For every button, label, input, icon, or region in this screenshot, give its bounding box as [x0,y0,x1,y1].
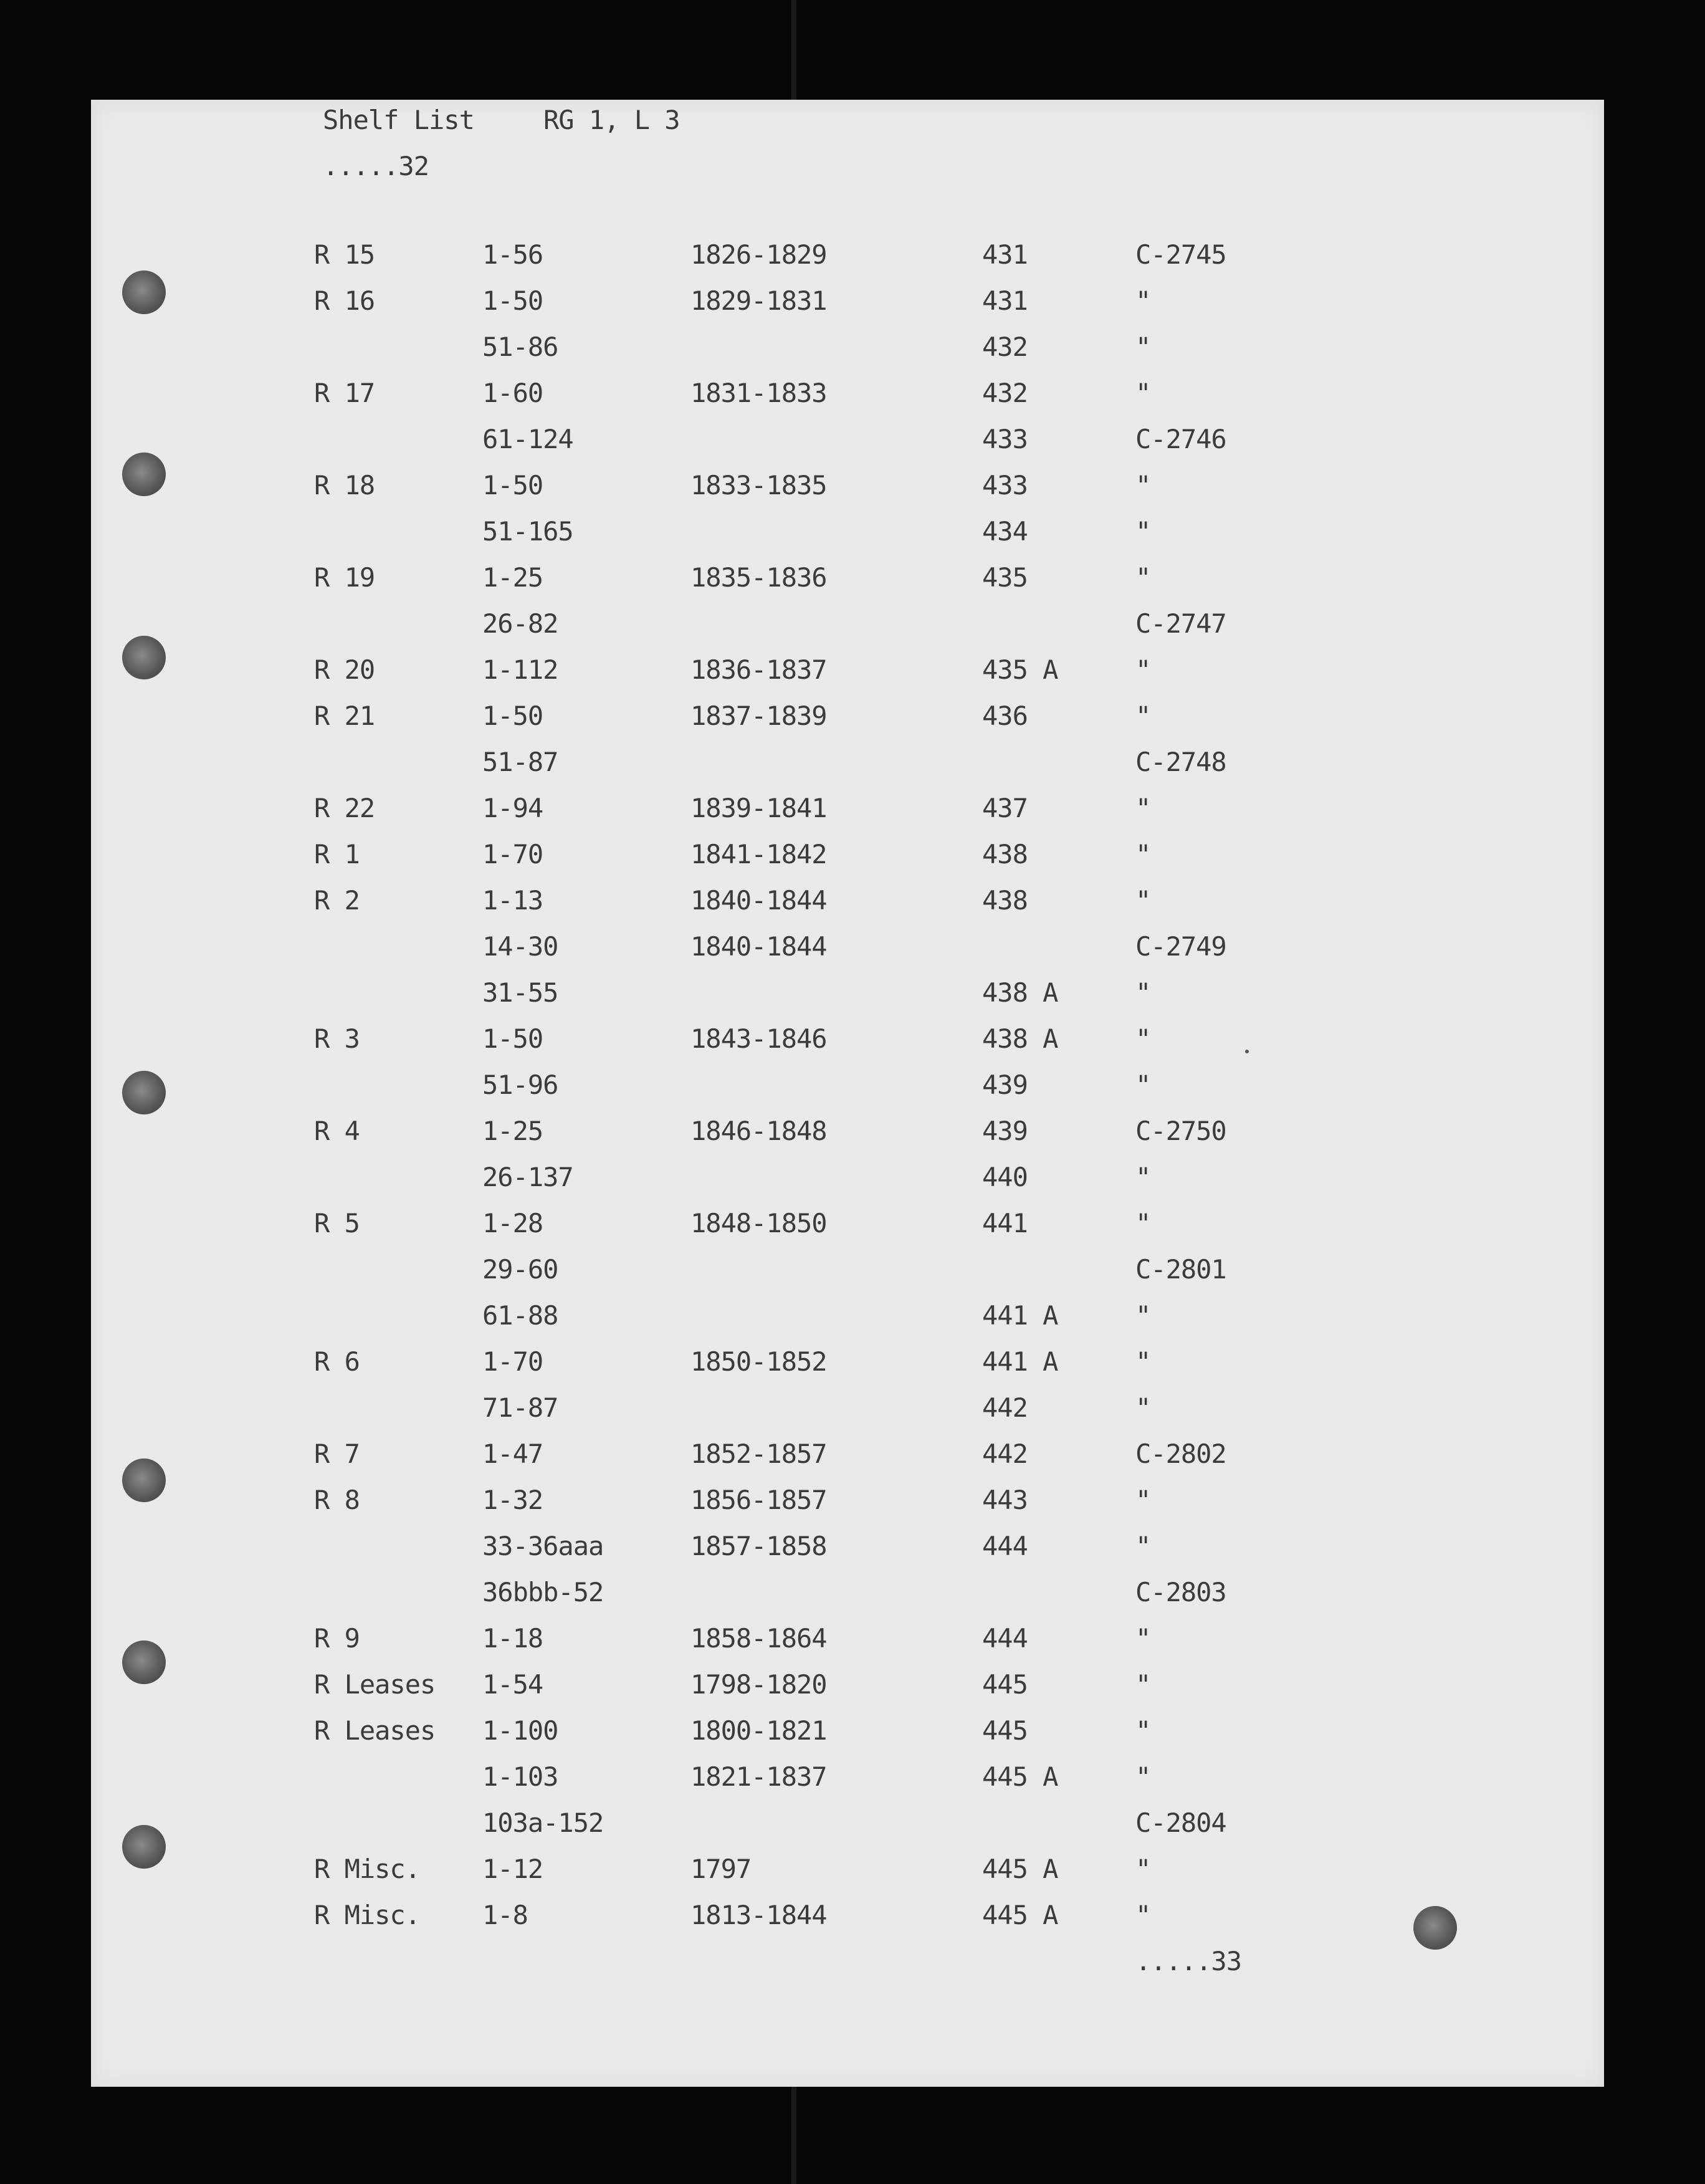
table-cell-c4: 441 [982,1208,1028,1238]
table-cell-c4: 434 [982,516,1028,547]
table-row [91,239,1604,279]
table-cell-c4: 431 [982,285,1028,316]
table-row [91,1579,1604,1617]
table-cell-c5: " [1135,839,1151,869]
table-row [91,1623,1604,1663]
table-row [91,334,1604,371]
table-cell-c5: " [1135,332,1151,362]
table-cell-c4: 444 [982,1531,1028,1561]
table-cell-c2: 1-54 [482,1669,543,1700]
table-cell-c4: 438 [982,839,1028,869]
table-cell-c3: 1839-1841 [690,793,827,823]
table-cell-c3: 1848-1850 [690,1208,827,1238]
table-row [91,654,1604,694]
table-row [91,1210,1604,1248]
table-cell-c4: 441 A [982,1300,1058,1331]
table-cell-c3: 1829-1831 [690,285,827,316]
table-cell-c5: " [1135,470,1151,501]
table-cell-c2: 1-103 [482,1761,558,1792]
table-row [91,1392,1604,1432]
table-cell-c4: 442 [982,1392,1028,1423]
table-cell-c4: 432 [982,378,1028,408]
table-cell-c5: " [1135,1854,1151,1884]
table-cell-c2: 1-25 [482,562,543,593]
table-cell-c1: R 21 [314,701,375,731]
table-row [91,1669,1604,1709]
table-cell-c3: 1798-1820 [690,1669,827,1700]
table-row [91,608,1604,648]
table-cell-c4: 435 A [982,654,1058,685]
table-cell-c5: " [1135,562,1151,593]
table-cell-c5: C-2745 [1135,239,1226,270]
table-cell-c5: C-2802 [1135,1439,1226,1469]
table-cell-c1: R 3 [314,1023,360,1054]
table-cell-c3: 1857-1858 [690,1531,827,1561]
table-row [91,795,1604,833]
table-cell-c4: 439 [982,1116,1028,1146]
table-cell-c2: 1-50 [482,1023,543,1054]
table-cell-c3: 1831-1833 [690,378,827,408]
table-row [91,1118,1604,1156]
table-cell-c1: R 18 [314,470,375,501]
table-cell-c2: 71-87 [482,1392,558,1423]
table-cell-c4: 432 [982,332,1028,362]
previous-page-marker: .....32 [323,151,429,181]
next-page-marker: .....33 [1135,1946,1242,1976]
table-cell-c2: 1-50 [482,701,543,731]
record-group-ref: RG 1, L 3 [543,105,680,135]
table-cell-c5: C-2801 [1135,1254,1226,1285]
table-row [91,1761,1604,1801]
table-cell-c5: " [1135,1623,1151,1654]
table-cell-c1: R 20 [314,654,375,685]
table-cell-c4: 435 [982,562,1028,593]
table-row [91,977,1604,1017]
table-cell-c5: " [1135,977,1151,1008]
table-cell-c5: C-2804 [1135,1808,1226,1838]
table-cell-c3: 1840-1844 [690,931,827,962]
table-cell-c5: C-2749 [1135,931,1226,962]
table-cell-c2: 1-25 [482,1116,543,1146]
table-cell-c1: R Misc. [314,1854,421,1884]
table-cell-c5: " [1135,1669,1151,1700]
table-cell-c4: 438 A [982,977,1058,1008]
table-row [91,703,1604,740]
table-cell-c2: 1-70 [482,839,543,869]
table-cell-c5: " [1135,378,1151,408]
table-row [91,1487,1604,1525]
table-cell-c5: " [1135,885,1151,916]
table-cell-c3: 1850-1852 [690,1346,827,1377]
table-cell-c2: 1-12 [482,1854,543,1884]
table-row [91,1856,1604,1894]
table-cell-c5: C-2748 [1135,747,1226,777]
table-cell-c3: 1833-1835 [690,470,827,501]
table-cell-c2: 51-96 [482,1070,558,1100]
table-cell-c4: 438 [982,885,1028,916]
table-cell-c4: 440 [982,1162,1028,1192]
film-streak [791,0,796,100]
table-cell-c5: " [1135,516,1151,547]
table-cell-c5: C-2750 [1135,1116,1226,1146]
table-cell-c2: 36bbb-52 [482,1577,604,1607]
table-cell-c3: 1856-1857 [690,1485,827,1515]
table-cell-c2: 33-36aaa [482,1531,604,1561]
table-row [91,931,1604,971]
table-cell-c2: 1-18 [482,1623,543,1654]
table-row [91,1346,1604,1386]
table-cell-c3: 1852-1857 [690,1439,827,1469]
table-cell-c2: 61-88 [482,1300,558,1331]
table-cell-c3: 1843-1846 [690,1023,827,1054]
table-cell-c5: " [1135,1346,1151,1377]
table-cell-c1: R 19 [314,562,375,593]
table-cell-c1: R Leases [314,1669,436,1700]
table-cell-c4: 437 [982,793,1028,823]
table-cell-c1: R 9 [314,1623,360,1654]
table-cell-c2: 1-56 [482,239,543,270]
table-cell-c5: " [1135,654,1151,685]
table-cell-c3: 1835-1836 [690,562,827,593]
table-cell-c5: C-2746 [1135,424,1226,454]
table-cell-c1: R 16 [314,285,375,316]
table-cell-c2: 1-112 [482,654,558,685]
table-cell-c3: 1800-1821 [690,1715,827,1746]
table-cell-c5: C-2803 [1135,1577,1226,1607]
table-cell-c3: 1813-1844 [690,1900,827,1930]
table-cell-c4: 443 [982,1485,1028,1515]
table-cell-c1: R 1 [314,839,360,869]
table-cell-c4: 433 [982,424,1028,454]
table-cell-c2: 51-86 [482,332,558,362]
table-cell-c3: 1797 [690,1854,752,1884]
table-cell-c5: " [1135,1761,1151,1792]
table-cell-c1: R 4 [314,1116,360,1146]
table-cell-c3: 1826-1829 [690,239,827,270]
table-cell-c4: 445 [982,1715,1028,1746]
table-row [91,1300,1604,1340]
table-cell-c1: R 8 [314,1485,360,1515]
table-cell-c1: R Misc. [314,1900,421,1930]
table-cell-c3: 1840-1844 [690,885,827,916]
table-cell-c3: 1821-1837 [690,1761,827,1792]
table-cell-c2: 31-55 [482,977,558,1008]
table-row [91,516,1604,556]
table-row [91,885,1604,925]
table-cell-c5: C-2747 [1135,608,1226,639]
table-cell-c2: 1-47 [482,1439,543,1469]
table-cell-c5: " [1135,1900,1151,1930]
film-streak [791,2087,796,2184]
table-cell-c2: 51-165 [482,516,573,547]
table-row [91,426,1604,464]
table-cell-c1: R 22 [314,793,375,823]
table-cell-c3: 1841-1842 [690,839,827,869]
table-cell-c4: 445 A [982,1761,1058,1792]
table-cell-c2: 1-50 [482,285,543,316]
table-cell-c5: " [1135,1485,1151,1515]
table-cell-c2: 29-60 [482,1254,558,1285]
table-cell-c2: 51-87 [482,747,558,777]
table-row [91,749,1604,787]
table-row [91,380,1604,418]
table-cell-c3: 1858-1864 [690,1623,827,1654]
table-cell-c4: 431 [982,239,1028,270]
table-row [91,1902,1604,1940]
table-cell-c2: 14-30 [482,931,558,962]
table-row [91,1715,1604,1755]
table-row [91,1072,1604,1109]
table-cell-c2: 1-8 [482,1900,528,1930]
document-page [91,100,1604,2087]
table-cell-c4: 438 A [982,1023,1058,1054]
table-cell-c2: 1-32 [482,1485,543,1515]
table-cell-c4: 436 [982,701,1028,731]
table-cell-c3: 1836-1837 [690,654,827,685]
table-cell-c2: 1-70 [482,1346,543,1377]
table-cell-c2: 61-124 [482,424,573,454]
table-cell-c4: 441 A [982,1346,1058,1377]
table-cell-c5: " [1135,1392,1151,1423]
table-row [91,1164,1604,1202]
table-cell-c2: 1-28 [482,1208,543,1238]
document-title: Shelf List [323,105,474,135]
table-cell-c5: " [1135,1300,1151,1331]
table-cell-c4: 445 [982,1669,1028,1700]
table-cell-c1: R 5 [314,1208,360,1238]
table-cell-c5: " [1135,1162,1151,1192]
table-cell-c1: R 2 [314,885,360,916]
table-row [91,1254,1604,1294]
table-row [91,562,1604,602]
table-cell-c5: " [1135,1531,1151,1561]
table-cell-c4: 433 [982,470,1028,501]
table-cell-c4: 444 [982,1623,1028,1654]
table-cell-c1: R 17 [314,378,375,408]
shelf-list-document [91,100,1604,2087]
table-cell-c2: 26-82 [482,608,558,639]
table-row [91,1810,1604,1847]
table-row [91,285,1604,325]
table-cell-c3: 1837-1839 [690,701,827,731]
table-cell-c2: 1-60 [482,378,543,408]
table-row [91,1441,1604,1478]
table-cell-c1: R 15 [314,239,375,270]
table-cell-c3: 1846-1848 [690,1116,827,1146]
table-cell-c4: 439 [982,1070,1028,1100]
table-cell-c5: " [1135,1715,1151,1746]
table-cell-c2: 1-50 [482,470,543,501]
table-cell-c4: 442 [982,1439,1028,1469]
table-cell-c4: 445 A [982,1854,1058,1884]
table-cell-c5: " [1135,793,1151,823]
table-cell-c2: 1-100 [482,1715,558,1746]
table-row [91,1533,1604,1571]
table-row [91,841,1604,879]
table-cell-c5: " [1135,1070,1151,1100]
table-cell-c2: 1-13 [482,885,543,916]
table-cell-c1: R 7 [314,1439,360,1469]
table-cell-c5: " [1135,701,1151,731]
table-cell-c5: " [1135,1023,1151,1054]
table-row [91,472,1604,510]
table-cell-c1: R Leases [314,1715,436,1746]
table-cell-c5: " [1135,1208,1151,1238]
table-cell-c2: 26-137 [482,1162,573,1192]
table-cell-c5: " [1135,285,1151,316]
table-row [91,1023,1604,1063]
table-cell-c4: 445 A [982,1900,1058,1930]
table-cell-c2: 1-94 [482,793,543,823]
table-cell-c2: 103a-152 [482,1808,604,1838]
table-cell-c1: R 6 [314,1346,360,1377]
